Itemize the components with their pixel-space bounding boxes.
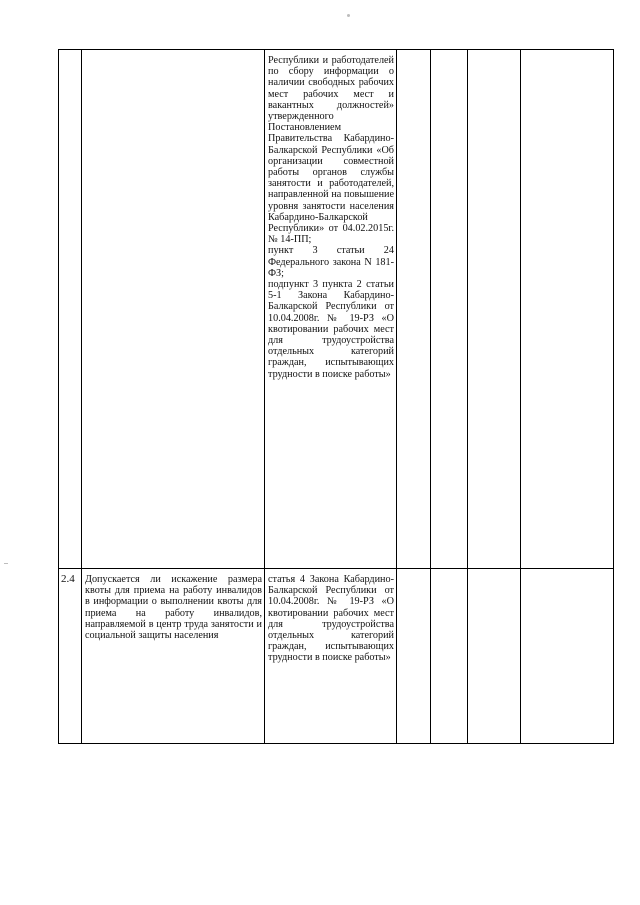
answer-yes-cell bbox=[397, 569, 431, 744]
not-applicable-cell bbox=[468, 569, 521, 744]
question-text: Допускается ли искажение размера квоты для приема на работу инвалидов в информации о выполнении квоты для приема на работу инвалидов, направляемой в центр труда занятости и социальной защиты населения bbox=[82, 569, 265, 744]
answer-no-cell bbox=[431, 50, 468, 569]
answer-no-cell bbox=[431, 569, 468, 744]
legal-reference: пункт 3 статьи 24 Федерального закона N 181-ФЗ; bbox=[268, 245, 394, 279]
legal-references bbox=[265, 569, 397, 744]
notes-cell bbox=[521, 569, 614, 744]
table-row bbox=[59, 569, 614, 744]
edge-mark bbox=[4, 563, 8, 564]
row-number: 2.4 bbox=[59, 569, 82, 744]
checklist-table bbox=[58, 49, 614, 744]
table-row bbox=[59, 50, 614, 569]
not-applicable-cell bbox=[468, 50, 521, 569]
notes-cell bbox=[521, 50, 614, 569]
legal-reference: статья 4 Закона Кабардино-Балкарской Республики от 10.04.2008г. № 19-РЗ «О квотировании рабочих мест для трудоустройства отдельных категорий граждан, испытывающих трудности в поиске работы» bbox=[268, 574, 394, 664]
legal-reference: Республики и работодателей по сбору информации о наличии свободных рабочих мест рабочих мест и вакантных должностей» утвержденного Постановлением Правительства Кабардино-Балкарской Республики «Об организации совместной работы органов службы занятости и работодателей, направленной на повышение уровня занятости населения Кабардино-Балкарской Республики» от 04.02.2015г. № 14-ПП; bbox=[268, 55, 394, 246]
answer-yes-cell bbox=[397, 50, 431, 569]
page-mark bbox=[347, 14, 350, 17]
legal-references bbox=[265, 50, 397, 569]
legal-reference: подпункт 3 пункта 2 статьи 5-1 Закона Кабардино-Балкарской Республики от 10.04.2008г. № 19-РЗ «О квотировании рабочих мест для трудоустройства отдельных категорий граждан, испытывающих трудности в поиске работы» bbox=[268, 279, 394, 380]
question-text bbox=[82, 50, 265, 569]
row-number bbox=[59, 50, 82, 569]
